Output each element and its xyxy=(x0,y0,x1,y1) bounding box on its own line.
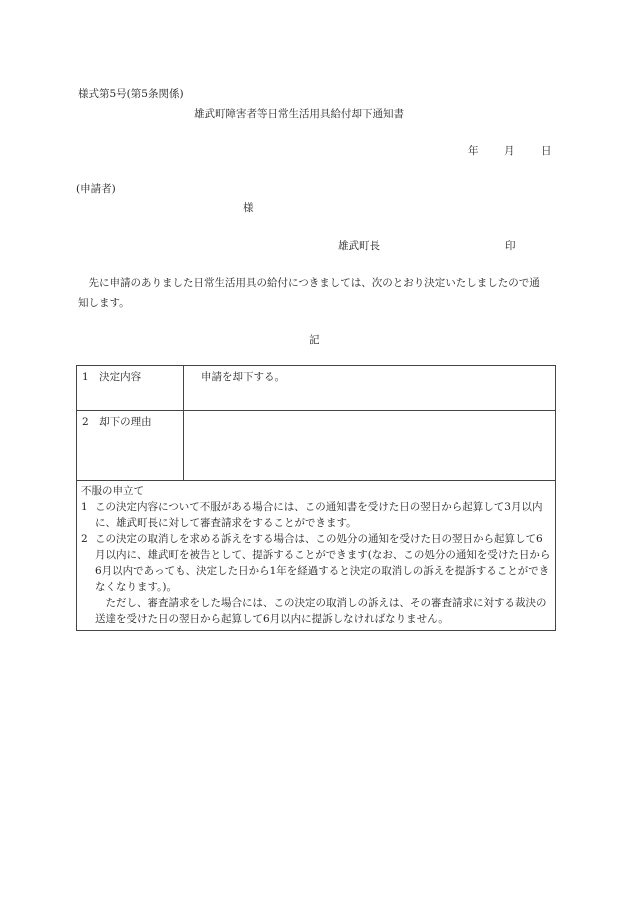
table-row-decision xyxy=(77,366,556,411)
decision-table xyxy=(76,365,556,631)
document-title: 雄武町障害者等日常生活用具給付却下通知書 xyxy=(194,108,404,120)
seal-mark: 印 xyxy=(505,240,516,252)
date-month-label: 月 xyxy=(504,145,515,157)
date-day-label: 日 xyxy=(541,145,552,157)
appeal-item-text: この決定の取消しを求める訴えをする場合は、この処分の通知を受けた日の翌日から起算して6月以内に、雄武町を被告として、提訴することができます(なお、この処分の通知を受けた日から6月以内であっても、決定した日から1年を経過すると決定の取消しの訴えを提訴することができなくなります。)。 xyxy=(95,533,551,593)
decision-label: 1 決定内容 xyxy=(77,366,184,411)
reason-value xyxy=(184,411,556,481)
appeal-heading: 不服の申立て xyxy=(81,485,144,497)
decision-value xyxy=(184,366,556,411)
applicant-label: (申請者) xyxy=(76,183,116,195)
notice-body-content: 先に申請のありました日常生活用具の給付につきましては、次のとおり決定いたしましたので通知します。 xyxy=(78,277,540,309)
table-row-reason xyxy=(77,411,556,481)
reason-label: 2 却下の理由 xyxy=(77,411,184,481)
date-year-label: 年 xyxy=(468,145,479,157)
recipient-honorific: 様 xyxy=(243,202,254,214)
appeal-item-1 xyxy=(81,499,551,531)
table-row-appeal xyxy=(77,481,556,631)
appeal-item-number: 1 xyxy=(81,501,88,513)
form-number-label: 様式第5号(第5条関係) xyxy=(78,88,184,100)
appeal-section xyxy=(77,481,556,631)
decision-value-text: 申請を却下する。 xyxy=(201,371,285,383)
appeal-note: ただし、審査請求をした場合には、この決定の取消しの訴えは、その審査請求に対する裁決の送達を受けた日の翌日から起算して6月以内に提訴しなければなりません。 xyxy=(95,597,547,625)
appeal-item-number: 2 xyxy=(81,533,88,545)
ki-heading: 記 xyxy=(309,334,320,346)
appeal-item-2 xyxy=(81,531,551,595)
notice-body-text xyxy=(78,273,550,313)
issuer-name: 雄武町長 xyxy=(338,240,380,252)
appeal-item-text: この決定内容について不服がある場合には、この通知書を受けた日の翌日から起算して3月以内に、雄武町長に対して審査請求をすることができます。 xyxy=(95,501,543,529)
